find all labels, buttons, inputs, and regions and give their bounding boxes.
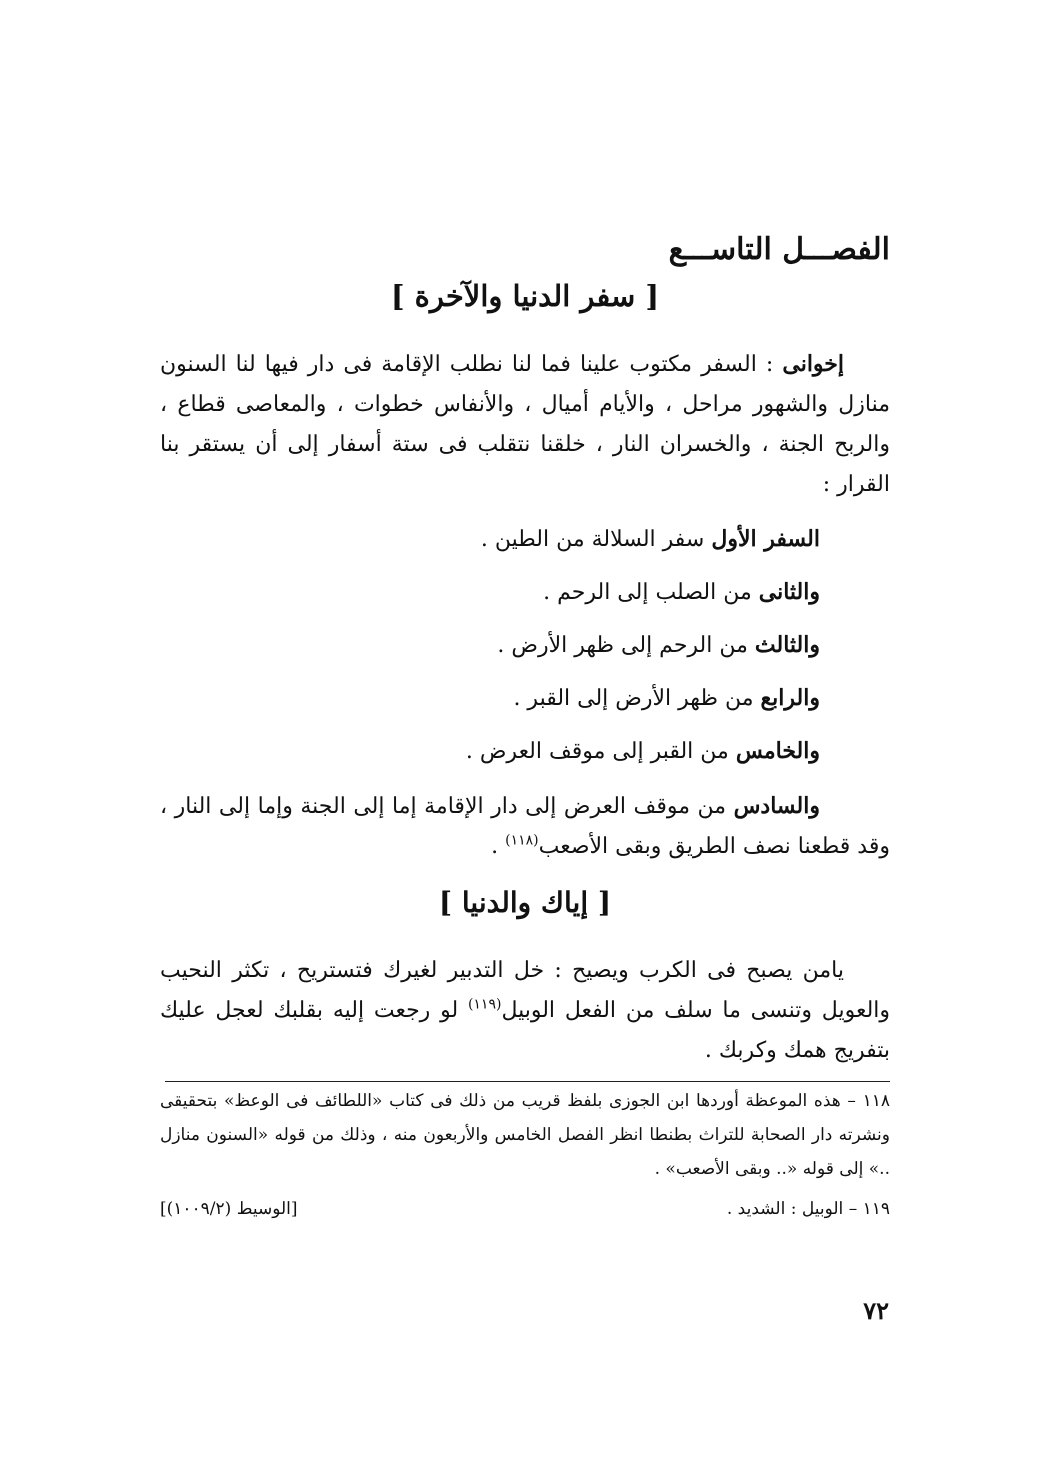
- travels-list: [160, 513, 890, 867]
- footnotes: [160, 1084, 890, 1226]
- travel-text: من الصلب إلى الرحم .: [543, 580, 759, 605]
- list-item-sixth: [160, 786, 890, 867]
- page-number: ٧٢: [863, 1296, 889, 1325]
- footnote-119-row: [160, 1192, 890, 1226]
- footnote-119: ١١٩ – الوبيل : الشديد .: [726, 1199, 890, 1219]
- travel-lead: والثانى: [758, 579, 820, 605]
- travel-text: من ظهر الأرض إلى القبر .: [513, 686, 761, 711]
- travel-end: .: [491, 834, 506, 859]
- intro-lead: إخوانى: [782, 351, 845, 377]
- footnote-119-source: [الوسيط (١٠٠٩/٢)]: [160, 1199, 298, 1219]
- chapter-title: الفصـــل التاســـع: [668, 232, 890, 267]
- section-title: [ سفر الدنيا والآخرة ]: [390, 279, 660, 313]
- travel-text: من الرحم إلى ظهر الأرض .: [497, 633, 755, 658]
- list-item: [160, 513, 890, 566]
- para2-text-a: يامن يصبح فى الكرب ويصيح : خل التدبير لغيرك فتستريح ، تكثر النحيب والعويل وتنسى ما سلف من الفعل الوبيل: [160, 958, 891, 1023]
- travel-lead: والخامس: [735, 738, 820, 764]
- travel-text: من موقف العرض إلى دار الإقامة إما إلى الجنة وإما إلى النار ، وقد قطعنا نصف الطريق وبقى الأصعب: [160, 794, 890, 859]
- footnote-118: ١١٨ – هذه الموعظة أوردها ابن الجوزى بلفظ قريب من ذلك فى كتاب «اللطائف فى الوعظ» بتحقيقى ونشرته دار الصحابة للتراث بطنطا انظر الفصل الخامس والأربعون منه ، وذلك من قوله «السنون منازل ..» إلى قوله «.. وبقى الأصعب» .: [160, 1091, 890, 1179]
- intro-text: : السفر مكتوب علينا فما لنا نطلب الإقامة فى دار فيها لنا السنون منازل والشهور مراحل ، والأيام أميال ، والأنفاس خطوات ، والمعاصى قطاع ، والربح الجنة ، والخسران النار ، خلقنا نتقلب فى ستة أسفار إلى أن يستقر بنا القرار :: [160, 352, 890, 497]
- list-item: [160, 566, 890, 619]
- travel-text: من القبر إلى موقف العرض .: [465, 739, 736, 764]
- travel-lead: والسادس: [733, 793, 820, 819]
- book-page: [160, 230, 890, 1460]
- para2-text-b: لو رجعت إليه بقلبك لعجل عليك بتفريج همك وكربك .: [160, 998, 890, 1063]
- travel-lead: والثالث: [754, 632, 820, 658]
- list-item: [160, 672, 890, 725]
- travel-lead: السفر الأول: [711, 526, 820, 552]
- second-paragraph: [160, 951, 890, 1071]
- section-title-2: [ إياك والدنيا ]: [438, 886, 612, 919]
- list-item: [160, 619, 890, 672]
- list-item: [160, 725, 890, 778]
- footnote-divider: [165, 1081, 890, 1082]
- travel-lead: والرابع: [760, 685, 820, 711]
- intro-paragraph: [160, 344, 890, 505]
- footnote-ref: (١١٨): [505, 832, 539, 849]
- footnote-ref: (١١٩): [467, 996, 502, 1013]
- travel-text: سفر السلالة من الطين .: [480, 527, 712, 552]
